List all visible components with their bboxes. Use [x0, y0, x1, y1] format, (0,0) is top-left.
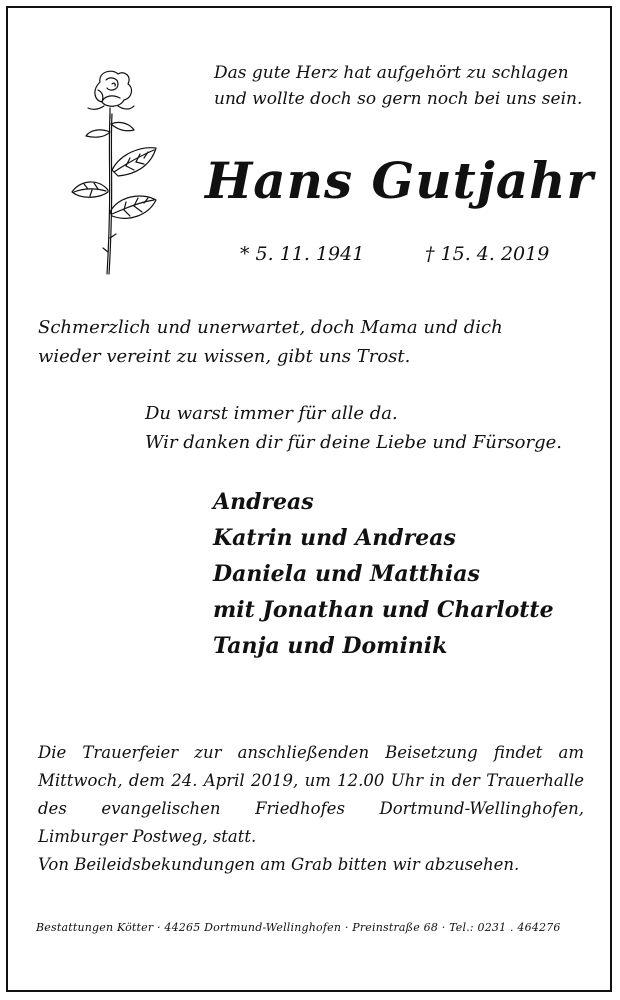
rose-icon — [60, 62, 165, 277]
mourner-name: Katrin und Andreas — [213, 525, 456, 551]
mourner-name: mit Jonathan und Charlotte — [213, 597, 554, 623]
thanks-text — [145, 399, 595, 457]
ceremony-notice — [38, 739, 584, 879]
birth-date: * 5. 11. 1941 — [240, 243, 365, 265]
condolence-note: Von Beileidsbekundungen am Grab bitten wir abzusehen. — [38, 855, 520, 874]
mourner-name: Andreas — [213, 489, 314, 515]
consolation-line-2: wieder vereint zu wissen, gibt uns Trost. — [38, 346, 411, 367]
motto-line-1: Das gute Herz hat aufgehört zu schlagen — [214, 63, 569, 83]
deceased-name: Hans Gutjahr — [205, 151, 594, 210]
motto — [214, 60, 604, 112]
funeral-home-footer: Bestattungen Kötter · 44265 Dortmund-Wellinghofen · Preinstraße 68 · Tel.: 0231 . 464276 — [36, 921, 561, 934]
consolation-text — [38, 313, 598, 371]
mourners-list — [213, 484, 593, 664]
death-date: † 15. 4. 2019 — [425, 243, 550, 265]
mourner-name: Daniela und Matthias — [213, 561, 480, 587]
consolation-line-1: Schmerzlich und unerwartet, doch Mama und dich — [38, 317, 503, 338]
ceremony-text: Die Trauerfeier zur anschließenden Beisetzung findet am Mittwoch, dem 24. April 2019, um 12.00 Uhr in der Trauerhalle des evangelischen Friedhofes Dortmund-Wellinghofen, Limburger Postweg, statt. — [38, 743, 584, 846]
motto-line-2: und wollte doch so gern noch bei uns sein. — [214, 89, 583, 109]
thanks-line-1: Du warst immer für alle da. — [145, 403, 398, 424]
thanks-line-2: Wir danken dir für deine Liebe und Fürsorge. — [145, 432, 563, 453]
mourner-name: Tanja und Dominik — [213, 633, 448, 659]
